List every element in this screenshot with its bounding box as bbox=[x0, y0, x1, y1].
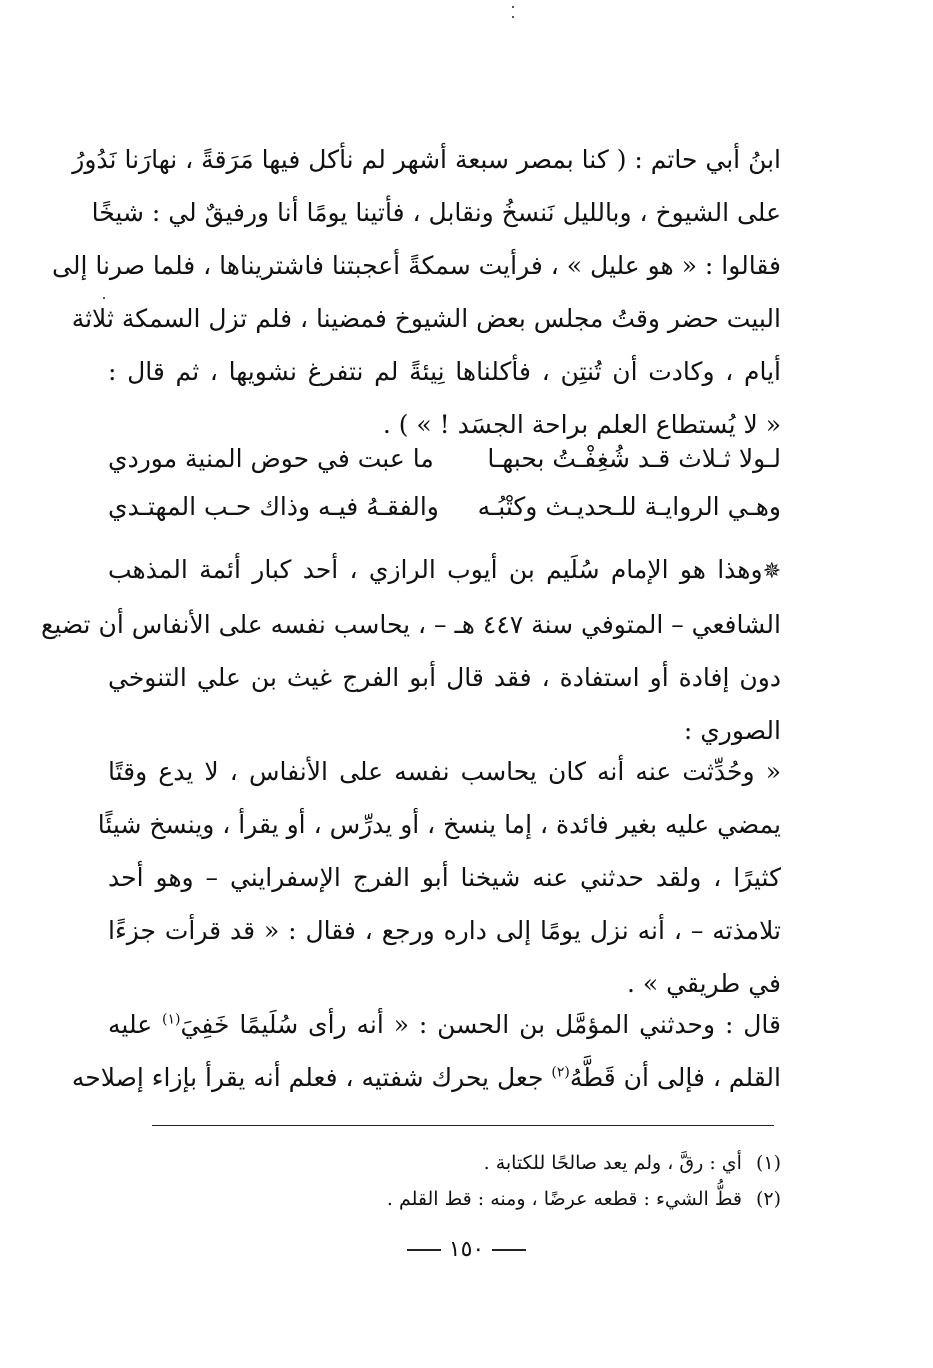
text-line bbox=[108, 998, 781, 1051]
verse-hemistich-first: لـولا ثـلاث قـد شُغِفْـتُ بحبهـا bbox=[487, 444, 781, 473]
footnote-separator bbox=[152, 1125, 774, 1126]
text-fragment: عليه bbox=[108, 1010, 163, 1039]
text-line bbox=[71, 1051, 781, 1104]
text-line: « وحُدِّثت عنه أنه كان يحاسب نفسه على الأنفاس ، لا يدع وقتًا bbox=[108, 757, 781, 786]
text-line: الصوري : bbox=[683, 716, 781, 745]
text-line: الشافعي – المتوفي سنة ٤٤٧ هـ – ، يحاسب نفسه على الأنفاس أن تضيع bbox=[41, 610, 781, 639]
text-line: فقالوا : « هو عليل » ، فرأيت سمكةً أعجبتنا فاشتريناها ، فلما صرنا إلى bbox=[52, 251, 781, 280]
print-speck bbox=[512, 16, 514, 18]
text-fragment: قال : وحدثني المؤمَّل بن الحسن : « أنه رأى سُلَيمًا خَفِيَ bbox=[180, 1010, 781, 1039]
text-line: أيام ، وكادت أن تُنتِن ، فأكلناها نِيئةً لم نتفرغ نشويها ، ثم قال : bbox=[108, 357, 781, 386]
text-line bbox=[108, 543, 781, 598]
text-line: دون إفادة أو استفادة ، فقد قال أبو الفرج غيث بن علي التنوخي bbox=[108, 663, 781, 692]
text-line: كثيرًا ، ولقد حدثني عنه شيخنا أبو الفرج الإسفرايني – وهو أحد bbox=[108, 863, 781, 892]
text-line: تلامذته – ، أنه نزل يومًا إلى داره ورجع ، فقال : « قد قرأت جزءًا bbox=[108, 916, 781, 945]
page-number-dash bbox=[407, 1249, 441, 1251]
footnote-item bbox=[108, 1145, 781, 1181]
verse-line bbox=[108, 483, 781, 531]
page-number-dash bbox=[492, 1249, 526, 1251]
footnote-reference: (٢) bbox=[551, 1064, 570, 1081]
print-speck bbox=[512, 6, 514, 8]
footnotes bbox=[108, 1145, 781, 1217]
paragraph-quote bbox=[97, 745, 781, 1010]
verse-hemistich-second: والفقـهُ فيـه وذاك حـب المهتـدي bbox=[108, 492, 439, 521]
footnote-text: أي : رقَّ ، ولم يعد صالحًا للكتابة . bbox=[483, 1152, 742, 1174]
footnote-number: (٢) bbox=[755, 1188, 781, 1210]
poem-verse bbox=[108, 435, 781, 531]
footnote-number: (١) bbox=[755, 1152, 781, 1174]
text-line: في طريقي » . bbox=[626, 969, 781, 998]
text-fragment: القلم ، فإلى أن قَطَّهُ bbox=[569, 1063, 781, 1092]
text-line: يمضي عليه بغير فائدة ، إما ينسخ ، أو يدرِّس ، أو يقرأ ، وينسخ شيئًا bbox=[97, 810, 781, 839]
page-number bbox=[0, 1237, 933, 1262]
page-number-value: ١٥٠ bbox=[448, 1237, 485, 1262]
text-line: « لا يُستطاع العلم براحة الجسَد ! » ) . bbox=[382, 410, 781, 439]
footnote-reference: (١) bbox=[162, 1011, 181, 1028]
text-line-content: وهذا هو الإمام سُلَيم بن أيوب الرازي ، أحد كبار أئمة المذهب bbox=[108, 555, 763, 584]
paragraph-sulaym-razi bbox=[41, 543, 781, 757]
text-line: على الشيوخ ، وبالليل نَنسخُ ونقابل ، فأتينا يومًا أنا ورفيقٌ لي : شيخًا bbox=[91, 198, 781, 227]
footnote-item bbox=[108, 1181, 781, 1217]
paragraph-muammal bbox=[71, 998, 781, 1104]
verse-line bbox=[108, 435, 781, 483]
text-line: البيت حضر وقتُ مجلس بعض الشيوخ فمضينا ، فلم تزل السمكة ثلاثة bbox=[71, 304, 781, 333]
paragraph-ibn-abi-hatim bbox=[52, 133, 781, 451]
verse-hemistich-first: وهـي الروايـة للـحديـث وكتْبُـه bbox=[477, 492, 781, 521]
text-fragment: جعل يحرك شفتيه ، فعلم أنه يقرأ بإزاء إصلاحه bbox=[71, 1063, 552, 1092]
verse-hemistich-second: ما عبت في حوض المنية موردي bbox=[108, 444, 434, 473]
footnote-text: قطُّ الشيء : قطعه عرضًا ، ومنه : قط القلم . bbox=[386, 1188, 742, 1210]
text-line: ابنُ أبي حاتم : ( كنا بمصر سبعة أشهر لم نأكل فيها مَرَقةً ، نهارَنا نَدُورُ bbox=[72, 145, 781, 174]
star-ornament-icon: ✵ bbox=[762, 559, 781, 584]
